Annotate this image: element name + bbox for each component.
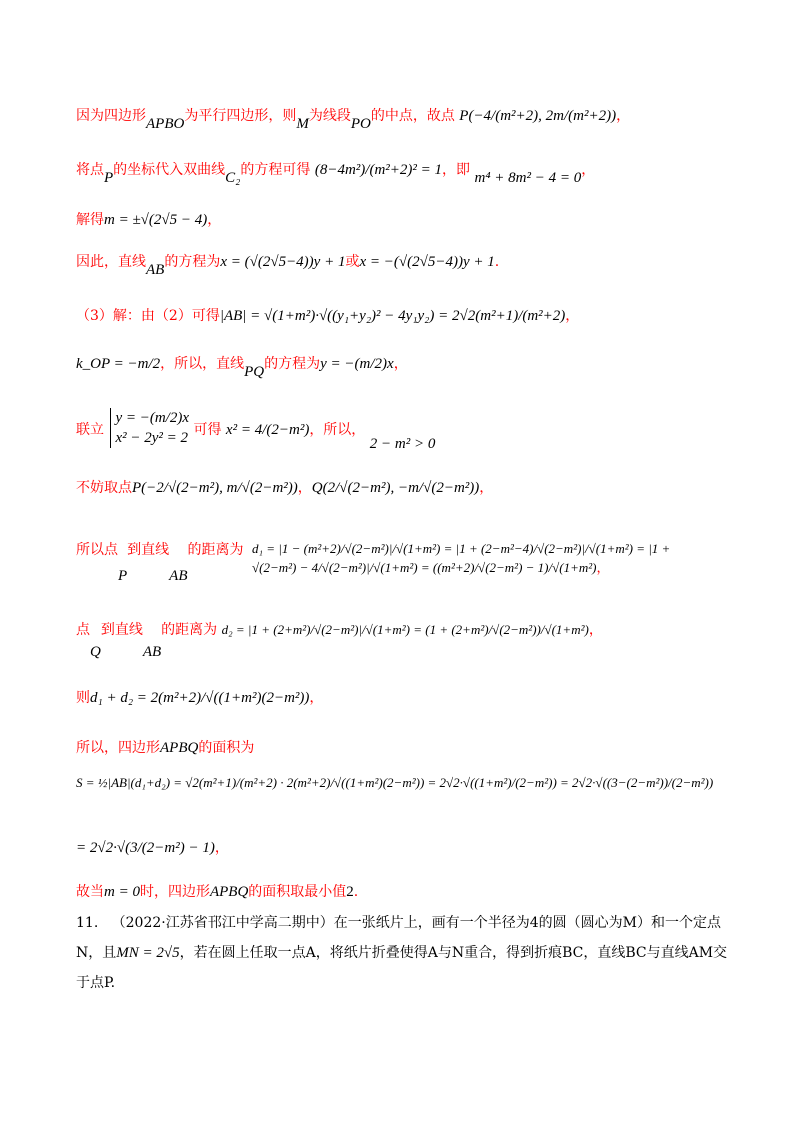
text: 的中点，故点 [370, 108, 455, 124]
text: 的距离为 [161, 622, 218, 638]
solution-line-9 [76, 540, 244, 584]
problem-source: （2022·江苏省邗江中学高二期中） [111, 915, 334, 931]
math-var: Q [90, 644, 101, 660]
text: ，所以，直线 [160, 356, 245, 372]
d2-expression: d₂ = |1 + (2+m²)/√(2−m²)|/√(1+m²) = (1 + (2+m²)/√(2−m²))/√(1+m²) [221, 622, 589, 637]
slope-op: k_OP = −m/2 [76, 356, 161, 372]
text: ，即 [442, 162, 471, 178]
math-var: AB [142, 644, 162, 660]
math-var: P [118, 568, 128, 584]
solution-line-3: 解得m = ±√(2√5 − 4)， [76, 212, 222, 228]
math-var: APBQ [160, 740, 199, 756]
m-solution: m = ±√(2√5 − 4) [104, 212, 208, 228]
math-var: C₂ [225, 170, 241, 186]
problem-text-a: 在一张纸片上，画有一个半径为4的圆（圆心为M）和一个定点N，且 [76, 915, 721, 961]
quartic-equation: m⁴ + 8m² − 4 = 0 [474, 170, 582, 186]
system-of-equations [110, 408, 189, 448]
d1-expression: d₁ = |1 − (m²+2)/√(2−m²)|/√(1+m²) = |1 + (2−m²−4)/√(2−m²)|/√(1+m²) = |1 + √(2−m²) − 4/√(2−m²)|/√(1+m²) = ((m²+2)/√(2−m²) − 1)/√(1+m²) [252, 541, 671, 575]
solution-line-4: 因此，直线AB的方程为x = (√(2√5−4))y + 1或x = −(√(2√5−4))y + 1. [76, 254, 500, 278]
point-q-coords: Q(2/√(2−m²), −m/√(2−m²)) [311, 480, 480, 496]
math-var: AB [146, 262, 165, 278]
inequality: 2 − m² > 0 [369, 436, 436, 452]
area-simplified: = 2√2·√(3/(2−m²) − 1) [76, 840, 215, 856]
system-eq-1: y = −(m/2)x [115, 410, 190, 426]
math-var: P [104, 170, 114, 186]
text: 的方程可得 [240, 162, 311, 178]
line-pq-eq: y = −(m/2)x [320, 356, 394, 372]
text: 将点 [76, 162, 104, 178]
text: 或 [345, 254, 360, 270]
text: 为线段 [308, 108, 351, 124]
solution-line-11: 则d₁ + d₂ = 2(m²+2)/√((1+m²)(2−m²))， [76, 690, 324, 706]
text: 所以点 [76, 542, 118, 558]
problem-11 [76, 908, 736, 998]
solution-line-2: 将点P的坐标代入双曲线C₂的方程可得 (8−4m²)/(m²+2)² = 1，即 m⁴ + 8m² − 4 = 0， [76, 162, 596, 186]
text: 则 [76, 690, 90, 706]
text: 故当 [76, 884, 104, 900]
mn-length: MN = 2√5 [116, 945, 180, 961]
problem-text-b: ，若在圆上任取一点A，将纸片折叠使得A与N重合，得到折痕BC，直线BC与直线AM交于点P. [76, 945, 728, 991]
text: 的方程为 [164, 254, 221, 270]
text: 不妨取点 [76, 480, 132, 496]
text: 到直线 [127, 542, 170, 558]
x-squared-result: x² = 4/(2−m²) [225, 422, 310, 438]
text: 联立 [76, 422, 104, 438]
distance-d1-formula: d₁ = |1 − (m²+2)/√(2−m²)|/√(1+m²) = |1 + (2−m²−4)/√(2−m²)|/√(1+m²) = |1 + √(2−m²) − 4/√(2−m²)|/√(1+m²) = ((m²+2)/√(2−m²) − 1)/√(1+m²)， [252, 541, 671, 576]
solution-line-13 [76, 772, 736, 794]
text: 可得 [193, 422, 222, 438]
math-var: APBQ [209, 884, 249, 900]
point-p-coords: P(−2/√(2−m²), m/√(2−m²)) [132, 480, 298, 496]
text: 到直线 [100, 622, 143, 638]
hyperbola-substitution: (8−4m²)/(m²+2)² = 1 [314, 162, 443, 178]
line-ab-eq-1: x = (√(2√5−4))y + 1 [220, 254, 346, 270]
solution-line-10: 点Q到直线AB的距离为 d₂ = |1 + (2+m²)/√(2−m²)|/√(1+m²) = (1 + (2+m²)/√(2−m²))/√(1+m²)， [76, 622, 603, 660]
math-var: PQ [244, 364, 265, 380]
solution-line-15: 故当m = 0时，四边形APBQ的面积取最小值2. [76, 884, 359, 900]
text: 解得 [76, 212, 104, 228]
solution-line-7 [76, 408, 435, 452]
text: 所以，四边形 [76, 740, 160, 756]
solution-line-8: 不妨取点P(−2/√(2−m²), m/√(2−m²))，Q(2/√(2−m²), −m/√(2−m²))， [76, 480, 494, 496]
math-cond: m = 0 [104, 884, 140, 900]
problem-number: 11. [76, 915, 99, 931]
text: 点 [76, 622, 90, 638]
solution-line-6: k_OP = −m/2，所以，直线PQ的方程为y = −(m/2)x， [76, 356, 408, 380]
solution-line-1: 因为四边形APBO为平行四边形，则M为线段PO的中点，故点 P(−4/(m²+2), 2m/(m²+2))， [76, 108, 631, 132]
text: （3）解：由（2）可得 [76, 308, 220, 324]
text: 因此，直线 [76, 254, 146, 270]
point-p-formula: P(−4/(m²+2), 2m/(m²+2)) [459, 108, 617, 124]
d1-plus-d2: d₁ + d₂ = 2(m²+2)/√((1+m²)(2−m²)) [90, 690, 310, 706]
text: ，所以， [309, 422, 366, 438]
text: 为平行四边形，则 [184, 108, 297, 124]
math-var: M [296, 116, 309, 132]
text: 的面积为 [198, 740, 255, 756]
text: 的坐标代入双曲线 [113, 162, 226, 178]
text: 的面积取最小值 [248, 884, 347, 900]
math-var: APBO [146, 116, 185, 132]
solution-line-12 [76, 738, 254, 758]
solution-line-14: = 2√2·√(3/(2−m²) − 1)， [76, 840, 229, 856]
math-var: PO [350, 116, 371, 132]
chord-length-ab: |AB| = √(1+m²)·√((y₁+y₂)² − 4y₁y₂) = 2√2(m²+1)/(m²+2) [219, 308, 566, 324]
min-value: 2 [346, 884, 354, 900]
area-formula: S = ½|AB|(d₁+d₂) = √2(m²+1)/(m²+2) · 2(m²+2)/√((1+m²)(2−m²)) = 2√2·√((1+m²)/(2−m²)) = 2√2·√((3−(2−m²))/(2−m²)) [76, 775, 714, 790]
math-var: AB [169, 568, 188, 584]
text: 时，四边形 [139, 884, 210, 900]
line-ab-eq-2: x = −(√(2√5−4))y + 1 [359, 254, 495, 270]
solution-line-5: （3）解：由（2）可得|AB| = √(1+m²)·√((y₁+y₂)² − 4y₁y₂) = 2√2(m²+1)/(m²+2)， [76, 308, 580, 324]
text: 因为四边形 [76, 108, 146, 124]
system-eq-2: x² − 2y² = 2 [115, 430, 189, 446]
text: 的距离为 [187, 542, 244, 558]
text: 的方程为 [264, 356, 321, 372]
